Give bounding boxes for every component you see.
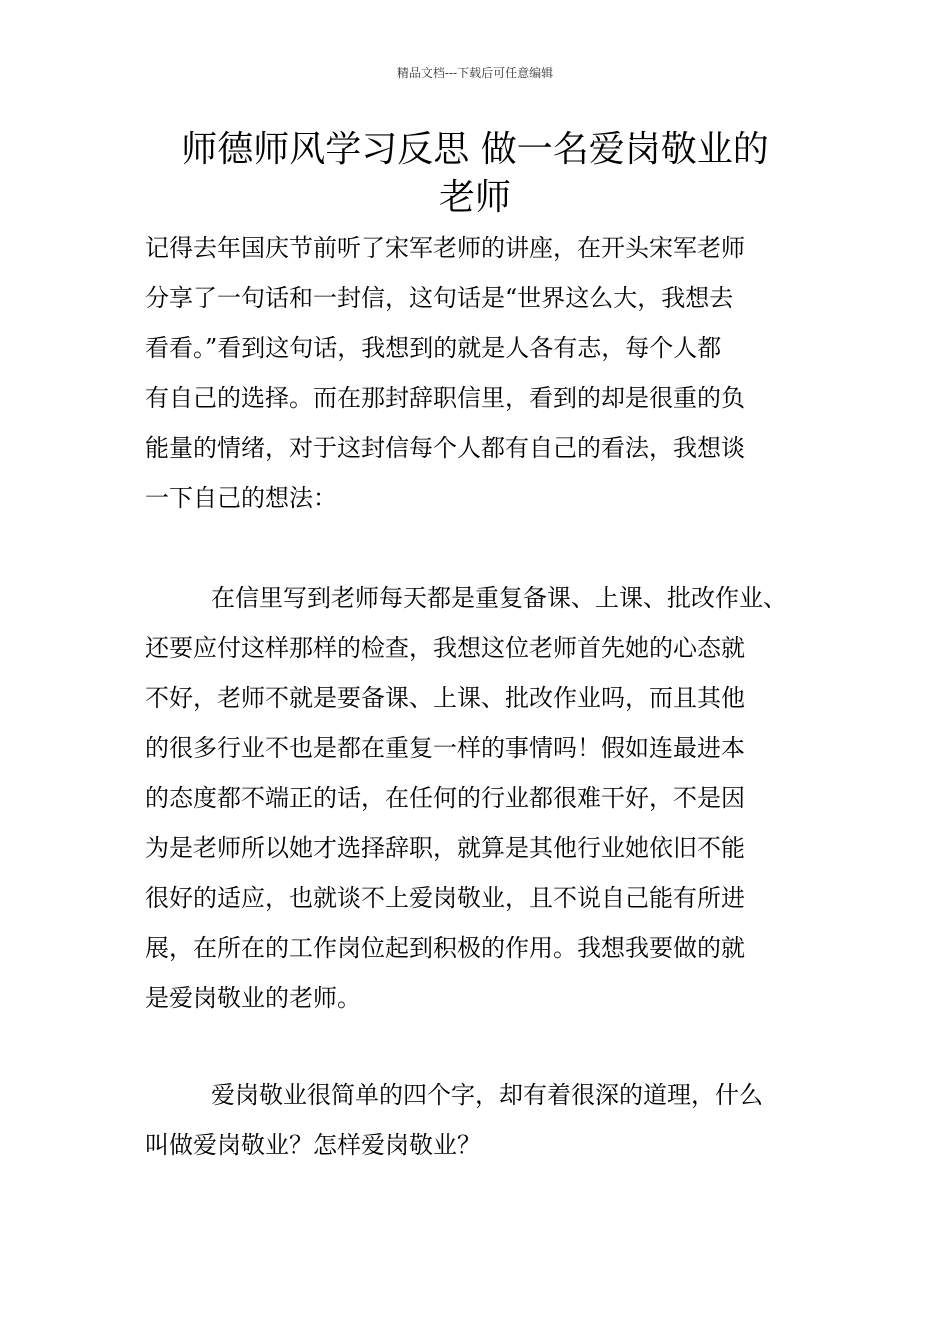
paragraph-line: 的很多行业不也是都在重复一样的事情吗！假如连最进本 (145, 734, 745, 762)
paragraph-line: 展，在所在的工作岗位起到积极的作用。我想我要做的就 (145, 934, 745, 962)
paragraph-line: 一下自己的想法： (145, 484, 337, 512)
paragraph-line: 能量的情绪，对于这封信每个人都有自己的看法，我想谈 (145, 434, 745, 462)
title-line: 老师 (438, 177, 511, 218)
paragraph-line: 分享了一句话和一封信，这句话是“世界这么大，我想去 (145, 284, 734, 312)
paragraph-line: 是爱岗敬业的老师。 (145, 984, 361, 1012)
paragraph-line: 在信里写到老师每天都是重复备课、上课、批改作业、 (211, 584, 787, 612)
paragraph-line: 为是老师所以她才选择辞职，就算是其他行业她依旧不能 (145, 834, 745, 862)
paragraph-line: 记得去年国庆节前听了宋军老师的讲座，在开头宋军老师 (145, 234, 745, 262)
paragraph-3 (145, 1070, 815, 1170)
paragraph-line: 看看。”看到这句话，我想到的就是人各有志，每个人都 (145, 334, 722, 362)
paragraph-line: 有自己的选择。而在那封辞职信里，看到的却是很重的负 (145, 384, 745, 412)
paragraph-line: 的态度都不端正的话，在任何的行业都很难干好，不是因 (145, 784, 745, 812)
document-title (140, 126, 810, 222)
paragraph-line: 爱岗敬业很简单的四个字，却有着很深的道理，什么 (211, 1081, 763, 1109)
paragraph-line: 不好，老师不就是要备课、上课、批改作业吗，而且其他 (145, 684, 745, 712)
page-header: 精品文档---下载后可任意编辑 (396, 66, 554, 80)
paragraph-line: 叫做爱岗敬业？怎样爱岗敬业？ (145, 1131, 481, 1159)
paragraph-2 (145, 573, 815, 1023)
paragraph-line: 还要应付这样那样的检查，我想这位老师首先她的心态就 (145, 634, 745, 662)
title-line: 师德师风学习反思 做一名爱岗敬业的 (181, 129, 769, 170)
paragraph-1 (145, 223, 815, 523)
paragraph-line: 很好的适应，也就谈不上爱岗敬业，且不说自己能有所进 (145, 884, 745, 912)
